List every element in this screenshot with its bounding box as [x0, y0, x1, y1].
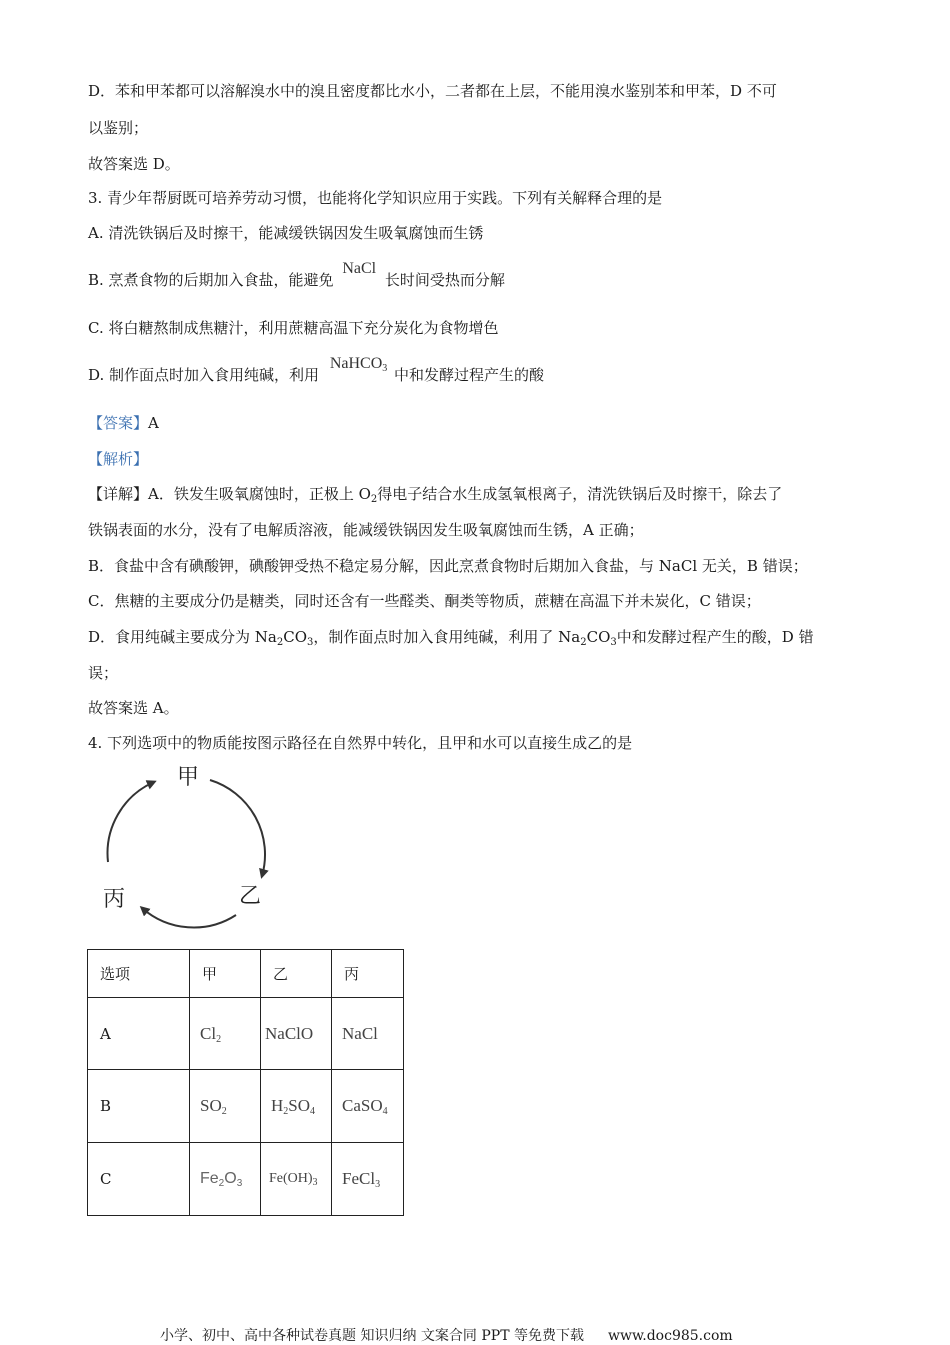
cl2-main: Cl [200, 1023, 217, 1043]
fecl3-sub: 3 [375, 1179, 381, 1190]
detail-a-text: A．铁发生吸氧腐蚀时，正极上 O [148, 485, 371, 503]
q3-option-d [88, 355, 545, 386]
nahco3-sub: 3 [382, 363, 388, 374]
footer-url[interactable]: www.doc985.com [607, 1328, 733, 1344]
arrow-yi-to-bing [142, 908, 236, 928]
q3-detail-b: B．食盐中含有碘酸钾，碘酸钾受热不稳定易分解，因此烹煮食物时后期加入食盐，与 NaCl 无关，B 错误； [88, 557, 808, 575]
detail-d-text-4: CO [586, 628, 611, 646]
row-b-yi [261, 1070, 332, 1143]
q3-option-d-formula [330, 355, 387, 372]
so2-sub: 2 [221, 1106, 227, 1117]
detail-d-text-2: CO [283, 628, 308, 646]
detail-d-sub-4: 3 [610, 637, 617, 648]
header-bing: 丙 [332, 950, 404, 998]
q3-detail-a [88, 484, 782, 504]
header-jia: 甲 [190, 950, 261, 998]
q3-option-a: A. 清洗铁锅后及时擦干，能减缓铁锅因发生吸氧腐蚀而生锈 [88, 224, 484, 242]
q3-option-b-text: B. 烹煮食物的后期加入食盐，能避免 [88, 271, 334, 289]
row-b-option: B [88, 1070, 190, 1143]
node-yi: 乙 [238, 884, 262, 909]
header-option: 选项 [88, 950, 190, 998]
q3-answer [88, 413, 159, 433]
options-table [87, 949, 404, 1216]
detail-d-text-5: 中和发酵过程产生的酸，D 错 [616, 628, 814, 646]
row-a-jia [190, 998, 261, 1070]
q4-stem: 4. 下列选项中的物质能按图示路径在自然界中转化，且甲和水可以直接生成乙的是 [88, 734, 633, 752]
q3-conclusion: 故答案选 A。 [88, 699, 179, 717]
cycle-diagram [88, 758, 288, 940]
caso4-sub: 4 [382, 1106, 388, 1117]
answer-tag: 【答案】 [88, 414, 149, 432]
table-header-row [88, 950, 404, 998]
q3-stem: 3. 青少年帮厨既可培养劳动习惯，也能将化学知识应用于实践。下列有关解释合理的是 [88, 189, 663, 207]
h2so4-sub1: 2 [283, 1106, 289, 1117]
analysis-tag: 【解析】 [88, 450, 149, 468]
fe2o3-sub1: 2 [218, 1178, 225, 1189]
previous-conclusion: 故答案选 D。 [88, 155, 180, 173]
previous-option-d-explanation-cont: 以鉴别； [88, 119, 149, 137]
detail-d-sub-1: 2 [276, 637, 284, 648]
table-row [88, 1070, 404, 1143]
node-jia: 甲 [176, 765, 200, 790]
q3-option-d-text-post: 中和发酵过程产生的酸 [394, 366, 545, 384]
detail-a-text-post: 得电子结合水生成氢氧根离子，清洗铁锅后及时擦干，除去了 [377, 485, 783, 503]
fe2o3-o: O [224, 1170, 237, 1187]
q3-analysis-tag [88, 449, 148, 469]
previous-option-d-explanation: D．苯和甲苯都可以溶解溴水中的溴且密度都比水小，二者都在上层，不能用溴水鉴别苯和甲苯，D 不可 [88, 82, 777, 100]
row-a-yi: NaClO [261, 998, 332, 1070]
fecl3-main: FeCl [342, 1169, 376, 1188]
row-c-yi [261, 1143, 332, 1216]
fe2o3-sub2: 3 [236, 1178, 243, 1189]
arrow-jia-to-yi [210, 780, 265, 876]
feoh3-main: Fe(OH) [269, 1171, 313, 1186]
answer-value: A [148, 414, 159, 432]
detail-d-sub-3: 2 [580, 637, 587, 648]
node-bing: 丙 [102, 887, 126, 912]
q3-detail-d-cont: 误； [88, 664, 119, 682]
h2so4-so: SO [288, 1096, 311, 1115]
q3-option-c: C. 将白糖熬制成焦糖汁，利用蔗糖高温下充分炭化为食物增色 [88, 319, 499, 337]
page-footer [160, 1325, 733, 1345]
so2-main: SO [200, 1096, 222, 1115]
table-row [88, 998, 404, 1070]
row-c-option: C [88, 1143, 190, 1216]
q3-option-b-text-post: 长时间受热而分解 [384, 271, 505, 289]
q3-option-b [88, 260, 505, 291]
footer-text: 小学、初中、高中各种试卷真题 知识归纳 文案合同 PPT 等免费下载 [160, 1328, 584, 1344]
q3-detail-c: C．焦糖的主要成分仍是糖类，同时还含有一些醛类、酮类等物质，蔗糖在高温下并未炭化，C 错误； [88, 592, 761, 610]
detail-d-text-1: D．食用纯碱主要成分为 Na [88, 628, 277, 646]
nahco3-main: NaHCO [329, 355, 383, 372]
row-c-jia [190, 1143, 261, 1216]
fe2o3-fe: Fe [200, 1170, 219, 1187]
caso4-main: CaSO [342, 1096, 383, 1115]
row-c-bing [332, 1143, 404, 1216]
arrow-bing-to-jia [108, 782, 154, 862]
header-yi: 乙 [261, 950, 332, 998]
o2-sub: 2 [370, 494, 378, 505]
row-b-bing [332, 1070, 404, 1143]
cl2-sub: 2 [216, 1033, 222, 1045]
row-a-option: A [88, 998, 190, 1070]
detail-d-sub-2: 3 [307, 637, 314, 648]
q3-detail-a-cont: 铁锅表面的水分，没有了电解质溶液，能减缓铁锅因发生吸氧腐蚀而生锈，A 正确； [88, 521, 644, 539]
h2so4-h: H [271, 1096, 284, 1115]
detail-d-text-3: ，制作面点时加入食用纯碱，利用了 Na [313, 628, 581, 646]
feoh3-sub: 3 [312, 1177, 318, 1188]
row-b-jia [190, 1070, 261, 1143]
detail-tag: 【详解】 [88, 485, 149, 503]
h2so4-sub2: 4 [310, 1106, 316, 1117]
q3-detail-d [88, 627, 814, 647]
q3-option-d-text: D. 制作面点时加入食用纯碱，利用 [88, 366, 320, 384]
table-row [88, 1143, 404, 1216]
row-a-bing: NaCl [332, 998, 404, 1070]
q3-option-b-formula: NaCl [342, 260, 377, 277]
